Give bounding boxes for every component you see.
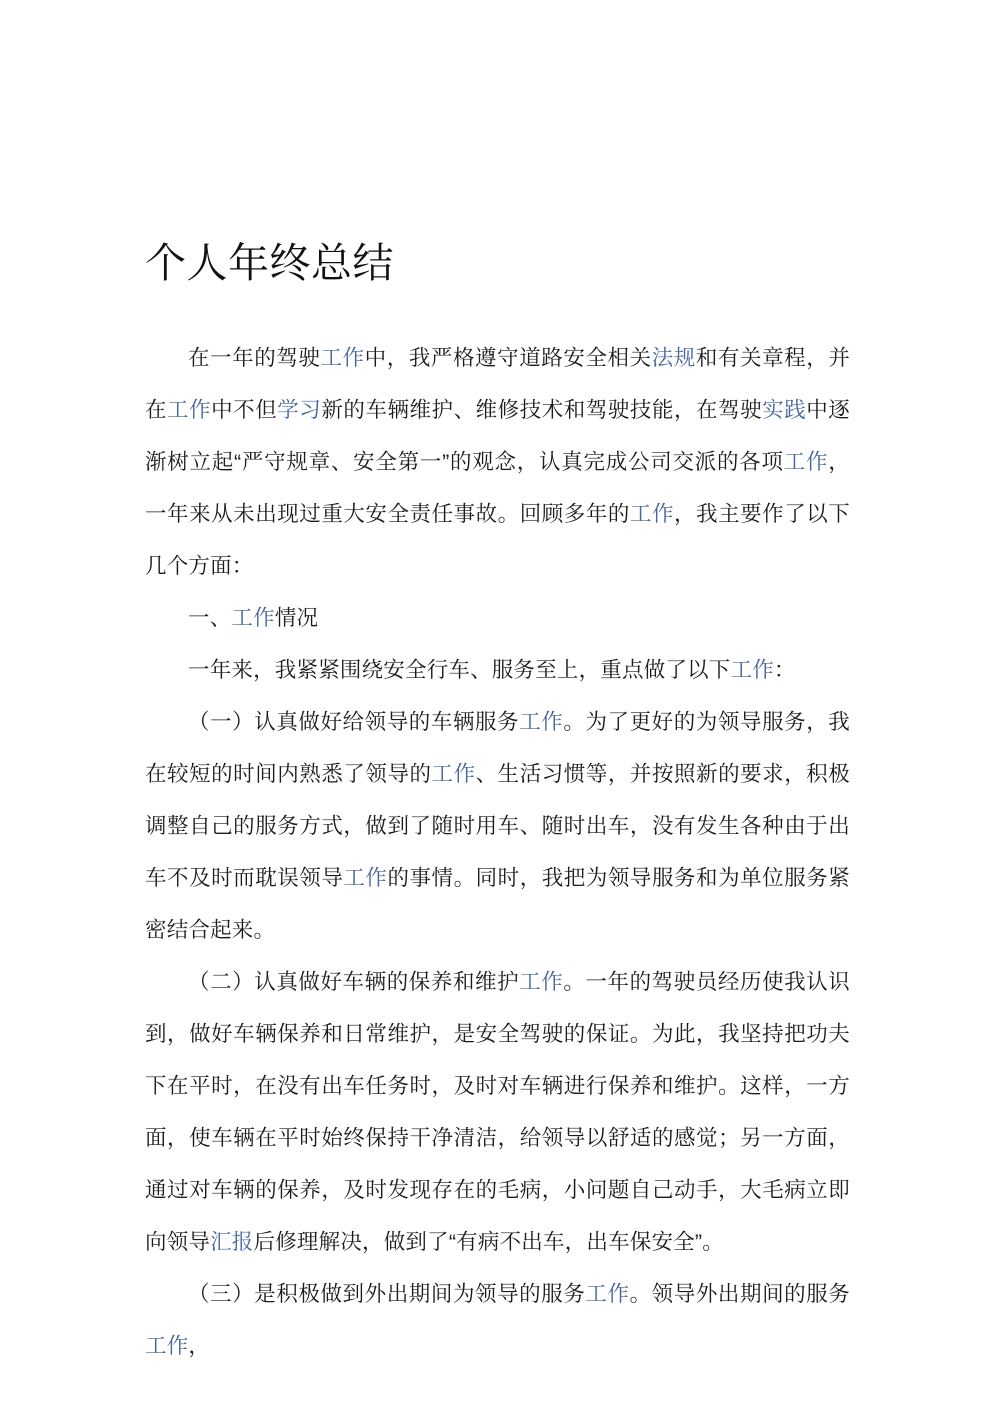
text-run: 中不但 [211, 398, 278, 422]
inline-link[interactable]: 汇报 [210, 1230, 254, 1254]
text-run: ，我主要作了以下几个方面： [145, 502, 851, 578]
text-run: 、生活习惯等，并按照新的要求，积极调整自己的服务方式，做到了随时用车、随时出车，没有发生各种由于出车不及时而耽误领导 [145, 762, 851, 890]
document-body [145, 332, 850, 1372]
inline-link[interactable]: 工作 [585, 1282, 630, 1306]
text-run: 的事情。同时，我把为领导服务和为单位服务紧密结合起来。 [145, 866, 850, 942]
inline-link[interactable]: 工作 [730, 658, 774, 682]
inline-link[interactable]: 工作 [519, 970, 564, 994]
inline-link[interactable]: 实践 [762, 398, 807, 422]
inline-link[interactable]: 工作 [629, 502, 675, 526]
text-run: 后修理解决，做到了“有病不出车，出车保安全”。 [253, 1230, 724, 1254]
text-run: ，一年来从未出现过重大安全责任事故。回顾多年的 [145, 450, 850, 526]
page-title: 个人年终总结 [145, 240, 394, 286]
inline-link[interactable]: 工作 [519, 710, 564, 734]
text-run: 。一年的驾驶员经历使我认识到，做好车辆保养和日常维护，是安全驾驶的保证。为此，我坚持把功夫下在平时，在没有出车任务时，及时对车辆进行保养和维护。这样，一方面，使车辆在平时始终保持干净清洁，给领导以舒适的感觉；另一方面，通过对车辆的保养，及时发现存在的毛病，小问题自己动手，大毛病立即向领导 [145, 970, 850, 1254]
inline-link[interactable]: 工作 [320, 346, 365, 370]
text-run: （一）认真做好给领导的车辆服务 [188, 710, 520, 734]
text-run: ： [773, 658, 796, 682]
item-three-paragraph [145, 1268, 850, 1372]
inline-link[interactable]: 工作 [783, 450, 829, 474]
text-run: ， [188, 1334, 211, 1358]
text-run: 情况 [274, 606, 319, 630]
intro-paragraph [145, 332, 850, 592]
inline-link[interactable]: 工作 [343, 866, 388, 890]
inline-link[interactable]: 工作 [431, 762, 476, 786]
text-run: 新的车辆维护、维修技术和驾驶技能，在驾驶 [321, 398, 763, 422]
text-run: 中，我严格遵守道路安全相关 [364, 346, 652, 370]
text-run: 一年来，我紧紧围绕安全行车、服务至上，重点做了以下 [188, 658, 731, 682]
text-run: 。为了更好的为领导服务，我在较短的时间内熟悉了领导的 [145, 710, 850, 786]
text-run: 在一年的驾驶 [188, 346, 321, 370]
text-run: 和有关章程，并在 [145, 346, 851, 422]
inline-link[interactable]: 法规 [651, 346, 696, 370]
item-two-paragraph [145, 956, 850, 1268]
text-run: 中逐渐树立起“严守规章、安全第一”的观念，认真完成公司交派的各项 [145, 398, 851, 474]
inline-link[interactable]: 学习 [277, 398, 322, 422]
section-one-lead [145, 644, 850, 696]
item-one-paragraph [145, 696, 850, 956]
text-run: 一、 [188, 606, 232, 630]
inline-link[interactable]: 工作 [145, 1334, 189, 1358]
section-heading-one [145, 592, 850, 644]
text-run: 。领导外出期间的服务 [629, 1282, 850, 1306]
text-run: （三）是积极做到外出期间为领导的服务 [188, 1282, 586, 1306]
inline-link[interactable]: 工作 [231, 606, 275, 630]
text-run: （二）认真做好车辆的保养和维护 [188, 970, 520, 994]
inline-link[interactable]: 工作 [167, 398, 212, 422]
document-content-column [145, 0, 850, 1372]
